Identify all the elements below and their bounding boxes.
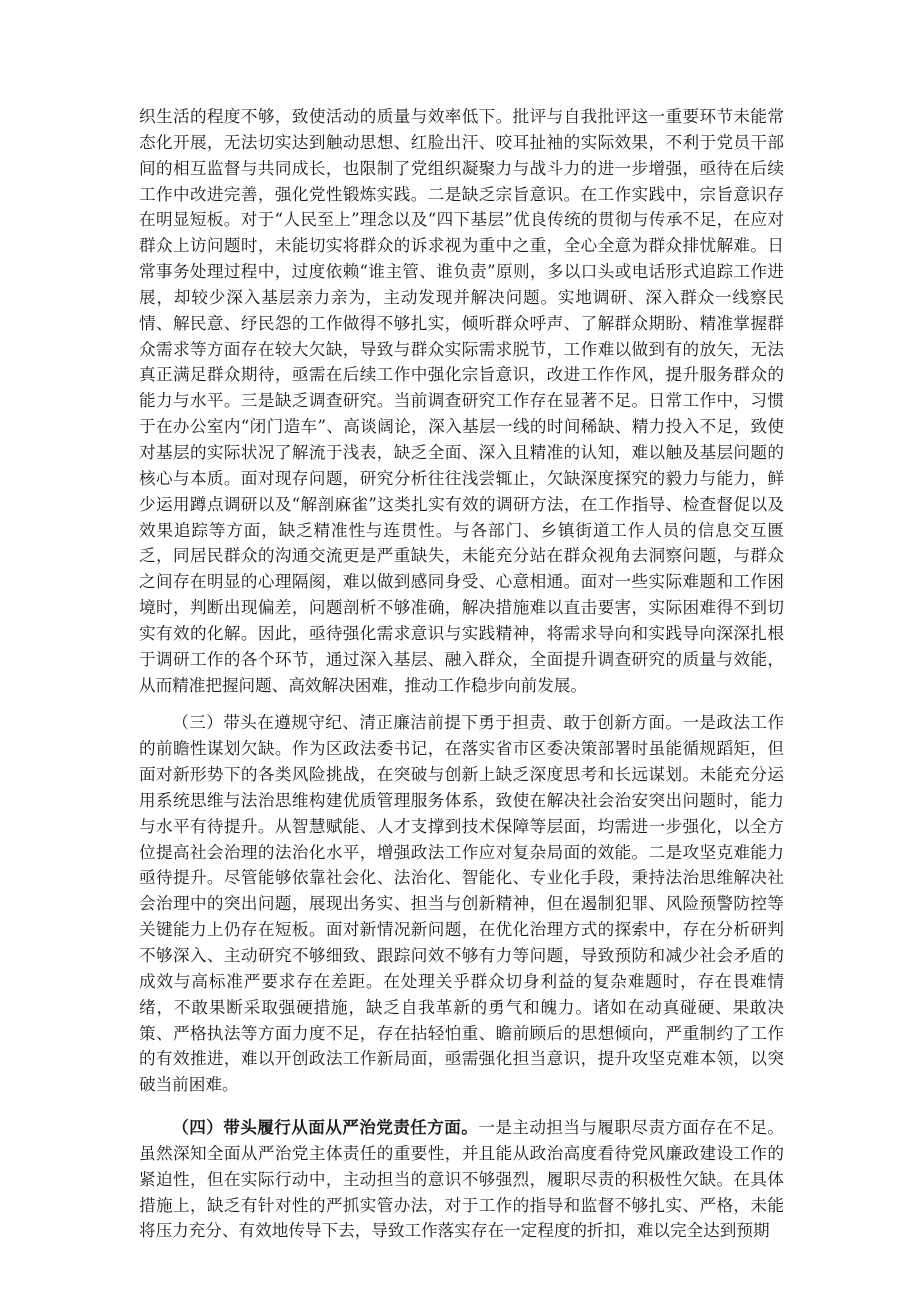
paragraph-section-three: （三）带头在遵规守纪、清正廉洁前提下勇于担责、敢于创新方面。一是政法工作的前瞻性谋划欠缺。作为区政法委书记，在落实省市区委决策部署时虽能循规蹈矩，但面对新形势下的各类风险挑战，在突破与创新上缺乏深度思考和长远谋划。未能充分运用系统思维与法治思维构建优质管理服务体系，致使在解决社会治安突出问题时，能力与水平有待提升。从智慧赋能、人才支撑到技术保障等层面，均需进一步强化，以全方位提高社会治理的法治化水平，增强政法工作应对复杂局面的效能。二是攻坚克难能力亟待提升。尽管能够依靠社会化、法治化、智能化、专业化手段，秉持法治思维解决社会治理中的突出问题，展现出务实、担当与创新精神，但在遏制犯罪、风险预警防控等关键能力上仍存在短板。面对新情况新问题，在优化治理方式的探索中，存在分析研判不够深入、主动研究不够细致、跟踪问效不够有力等问题，导致预防和减少社会矛盾的成效与高标准严要求存在差距。在处理关乎群众切身利益的复杂难题时，存在畏难情绪，不敢果断采取强硬措施，缺乏自我革新的勇气和魄力。诸如在动真碰硬、果敢决策、严格执法等方面力度不足，存在拈轻怕重、瞻前顾后的思想倾向，严重制约了工作的有效推进，难以开创政法工作新局面，亟需强化担当意识，提升攻坚克难本领，以突破当前困难。 (139, 713, 784, 1095)
paragraph-section-four (139, 1115, 784, 1244)
paragraph-continuation: 织生活的程度不够，致使活动的质量与效率低下。批评与自我批评这一重要环节未能常态化开展，无法切实达到触动思想、红脸出汗、咬耳扯袖的实际效果，不利于党员干部间的相互监督与共同成长，也限制了党组织凝聚力与战斗力的进一步增强，亟待在后续工作中改进完善，强化党性锻炼实践。二是缺乏宗旨意识。在工作实践中，宗旨意识存在明显短板。对于“人民至上”理念以及“四下基层”优良传统的贯彻与传承不足，在应对群众上访问题时，未能切实将群众的诉求视为重中之重，全心全意为群众排忧解难。日常事务处理过程中，过度依赖“谁主管、谁负责”原则，多以口头或电话形式追踪工作进展，却较少深入基层亲力亲为，主动发现并解决问题。实地调研、深入群众一线察民情、解民意、纾民怨的工作做得不够扎实，倾听群众呼声、了解群众期盼、精准掌握群众需求等方面存在较大欠缺，导致与群众实际需求脱节，工作难以做到有的放矢，无法真正满足群众期待，亟需在后续工作中强化宗旨意识，改进工作作风，提升服务群众的能力与水平。三是缺乏调查研究。当前调查研究工作存在显著不足。日常工作中，习惯于在办公室内“闭门造车”、高谈阔论，深入基层一线的时间稀缺、精力投入不足，致使对基层的实际状况了解流于浅表，缺乏全面、深入且精准的认知，难以触及基层问题的核心与本质。面对现存问题，研究分析往往浅尝辄止，欠缺深度探究的毅力与能力，鲜少运用蹲点调研以及“解剖麻雀”这类扎实有效的调研方法，在工作指导、检查督促以及效果追踪等方面，缺乏精准性与连贯性。与各部门、乡镇街道工作人员的信息交互匮乏，同居民群众的沟通交流更是严重缺失，未能充分站在群众视角去洞察问题，与群众之间存在明显的心理隔阂，难以做到感同身受、心意相通。面对一些实际难题和工作困境时，判断出现偏差，问题剖析不够准确，解决措施难以直击要害，实际困难得不到切实有效的化解。因此，亟待强化需求意识与实践精神，将需求导向和实践导向深深扎根于调研工作的各个环节，通过深入基层、融入群众，全面提升调查研究的质量与效能，从而精准把握问题、高效解决困难，推动工作稳步向前发展。 (139, 107, 784, 695)
section-four-heading: （四）带头履行从面从严治党责任方面。 (172, 1117, 479, 1138)
section-four-body: 一是主动担当与履职尽责方面存在不足。虽然深知全面从严治党主体责任的重要性，并且能从政治高度看待党风廉政建设工作的紧迫性，但在实际行动中，主动担当的意识不够强烈，履职尽责的积极性欠缺。在具体措施上，缺乏有针对性的严抓实管办法，对于工作的指导和监督不够扎实、严格，未能将压力充分、有效地传导下去，导致工作落实存在一定程度的折扣，难以完全达到预期 (139, 1118, 785, 1241)
document-body (139, 104, 784, 1244)
